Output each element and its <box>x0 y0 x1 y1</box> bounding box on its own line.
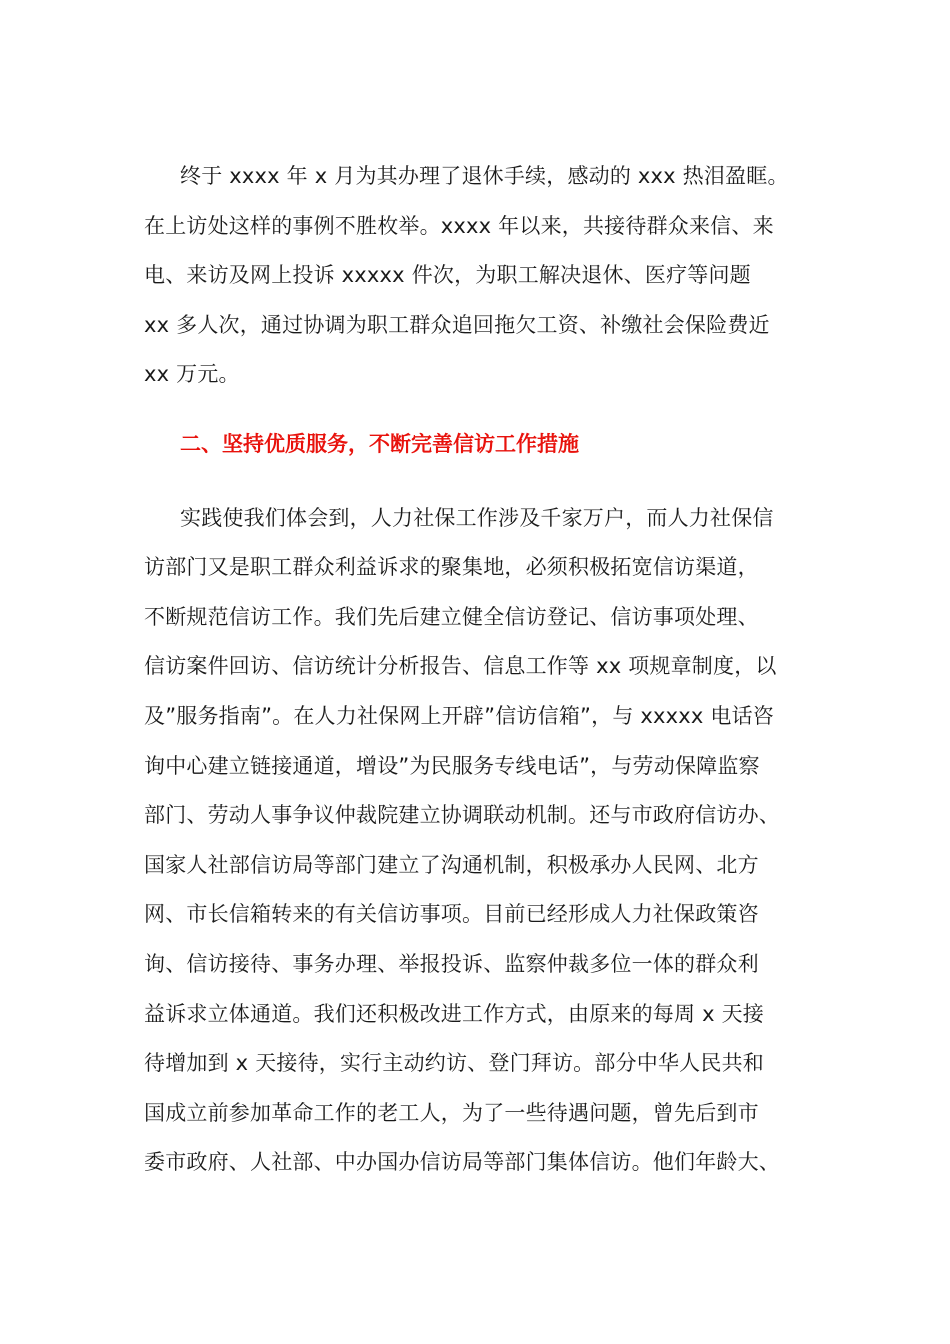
paragraph-spacer <box>144 470 812 494</box>
paragraph-1-line: xx 多人次，通过协调为职工群众追回拖欠工资、补缴社会保险费近 <box>144 312 770 337</box>
paragraph-2-line: 待增加到 x 天接待，实行主动约访、登门拜访。部分中华人民共和 <box>144 1051 764 1076</box>
paragraph-1 <box>144 152 812 400</box>
paragraph-spacer <box>144 400 812 420</box>
paragraph-2-line: 实践使我们体会到，人力社保工作涉及千家万户，而人力社保信 <box>180 505 774 530</box>
paragraph-2-line: 国家人社部信访局等部门建立了沟通机制，积极承办人民网、北方 <box>144 852 759 877</box>
paragraph-2-line: 询、信访接待、事务办理、举报投诉、监察仲裁多位一体的群众利 <box>144 951 759 976</box>
paragraph-2 <box>144 494 812 1188</box>
paragraph-1-line: 终于 xxxx 年 x 月为其办理了退休手续，感动的 xxx 热泪盈眶。 <box>180 164 789 188</box>
paragraph-2-line: 委市政府、人社部、中办国办信访局等部门集体信访。他们年龄大、 <box>144 1150 780 1175</box>
paragraph-1-line: xx 万元。 <box>144 362 240 387</box>
section-2-heading: 二、坚持优质服务，不断完善信访工作措施 <box>180 431 579 456</box>
paragraph-2-line: 询中心建立链接通道，增设”为民服务专线电话”，与劳动保障监察 <box>144 753 760 778</box>
paragraph-1-line: 在上访处这样的事例不胜枚举。xxxx 年以来，共接待群众来信、来 <box>144 213 774 238</box>
paragraph-2-line: 益诉求立体通道。我们还积极改进工作方式，由原来的每周 x 天接 <box>144 1001 764 1026</box>
paragraph-2-line: 部门、劳动人事争议仲裁院建立协调联动机制。还与市政府信访办、 <box>144 803 780 828</box>
document-body <box>144 152 812 1188</box>
paragraph-2-line: 不断规范信访工作。我们先后建立健全信访登记、信访事项处理、 <box>144 604 759 629</box>
paragraph-2-line: 访部门又是职工群众利益诉求的聚集地，必须积极拓宽信访渠道， <box>144 555 759 580</box>
paragraph-2-line: 国成立前参加革命工作的老工人，为了一些待遇问题，曾先后到市 <box>144 1100 759 1125</box>
paragraph-1-line: 电、来访及网上投诉 xxxxx 件次，为职工解决退休、医疗等问题 <box>144 263 751 288</box>
paragraph-2-line: 信访案件回访、信访统计分析报告、信息工作等 xx 项规章制度，以 <box>144 654 777 679</box>
paragraph-2-line: 及”服务指南”。在人力社保网上开辟”信访信箱”，与 xxxxx 电话咨 <box>144 703 775 728</box>
paragraph-2-line: 网、市长信箱转来的有关信访事项。目前已经形成人力社保政策咨 <box>144 902 759 927</box>
